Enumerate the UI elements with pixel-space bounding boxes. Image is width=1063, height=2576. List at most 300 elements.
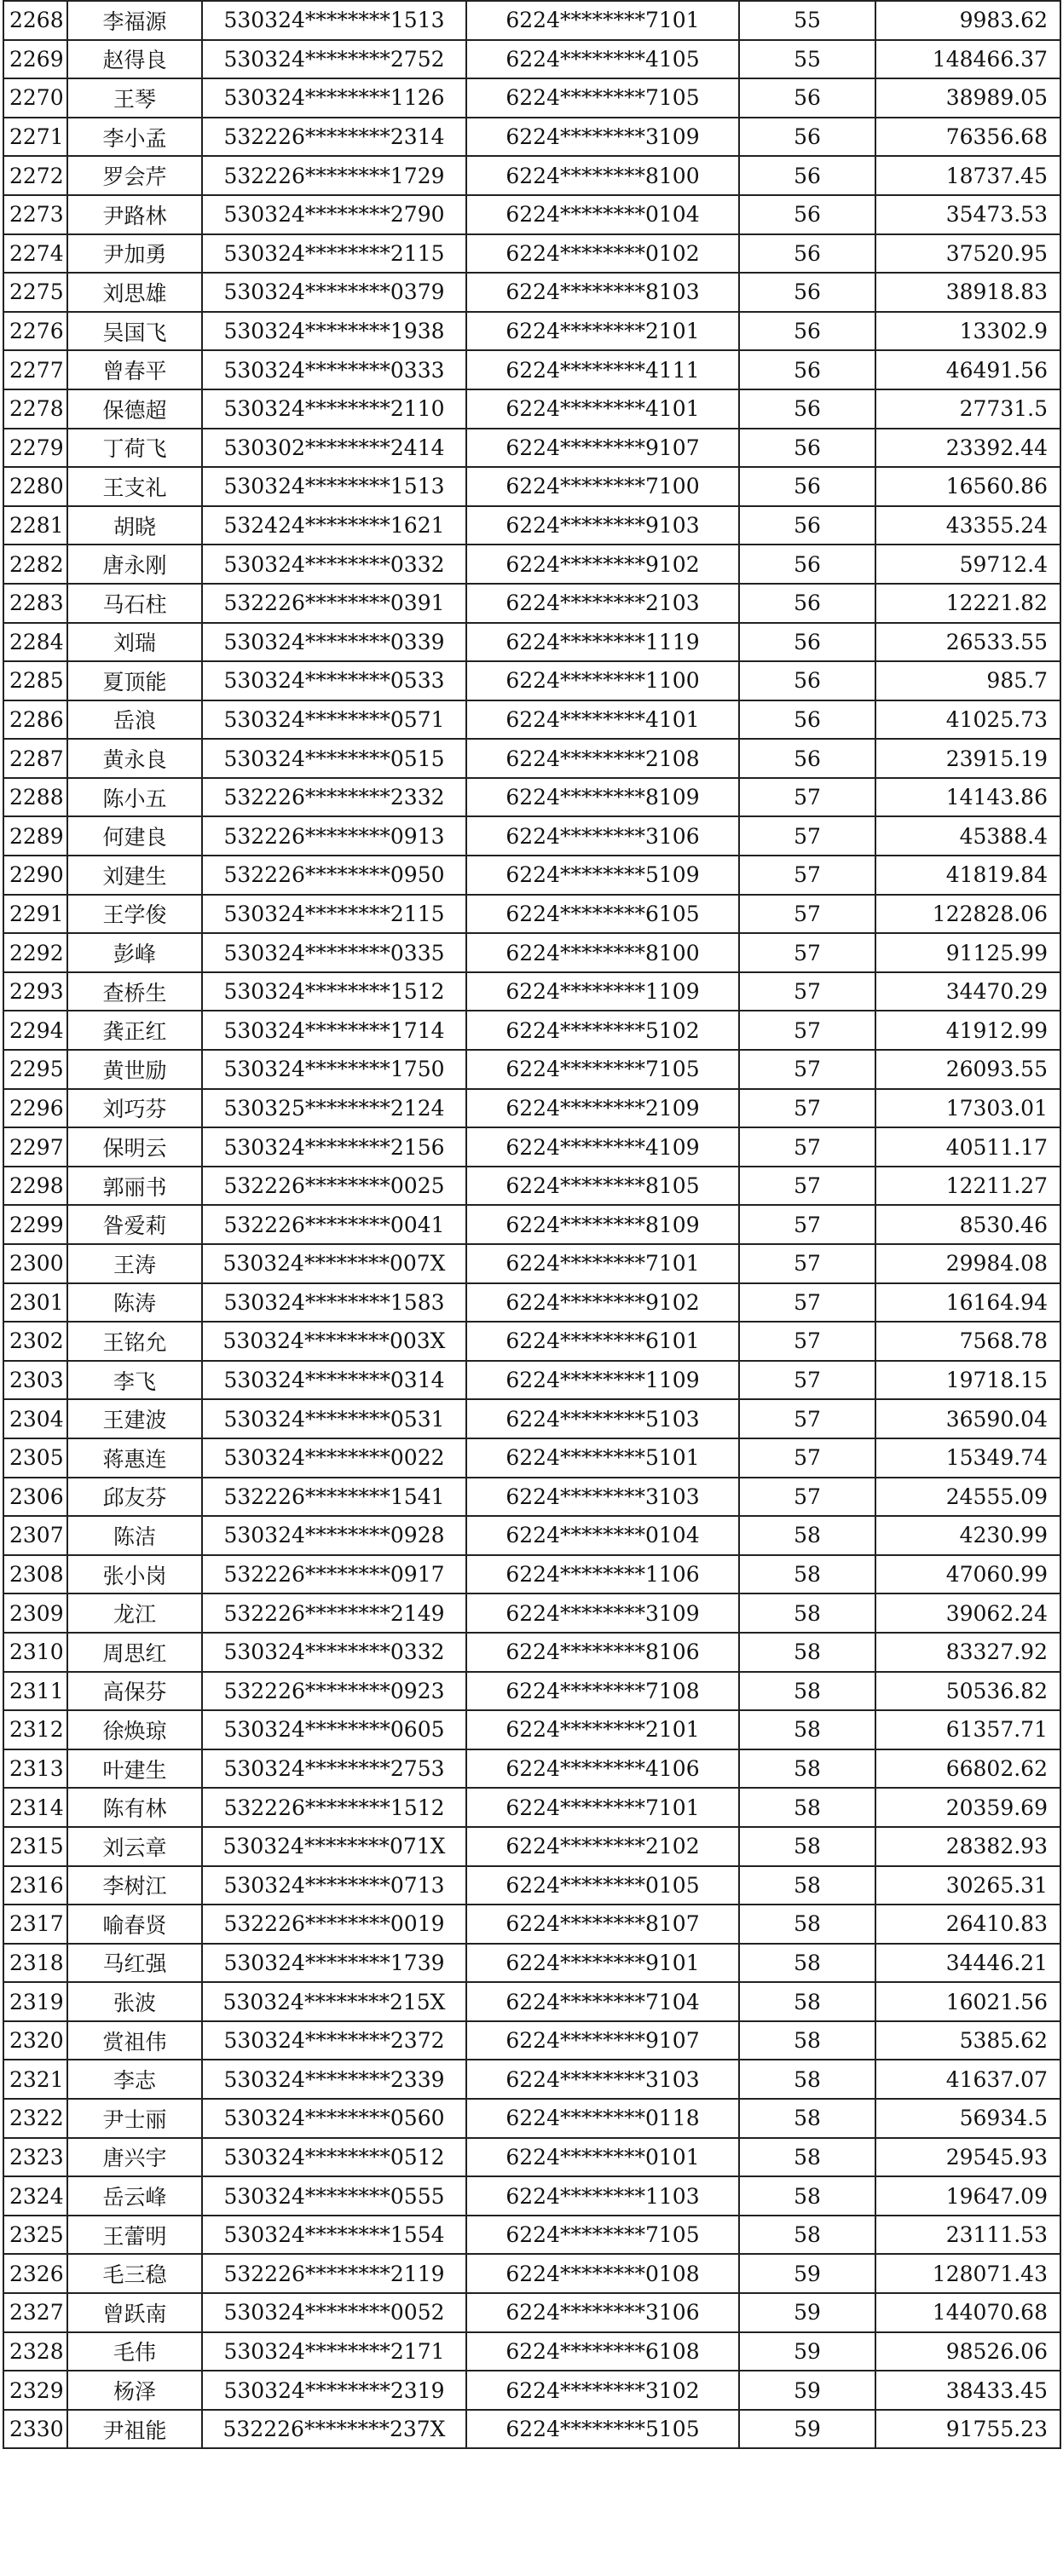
bank-card-number-cell: 6224********3109 <box>466 1593 739 1633</box>
person-name-cell: 王铭允 <box>67 1322 202 1361</box>
row-number-cell: 2308 <box>3 1555 67 1594</box>
row-number-cell: 2282 <box>3 545 67 584</box>
table-row <box>3 1672 1060 1711</box>
row-number-cell: 2278 <box>3 389 67 429</box>
age-cell: 57 <box>739 1322 875 1361</box>
bank-card-number-cell: 6224********8106 <box>466 1633 739 1672</box>
bank-card-number-cell: 6224********0101 <box>466 2138 739 2177</box>
bank-card-number-cell: 6224********3106 <box>466 2293 739 2332</box>
bank-card-number-cell: 6224********4111 <box>466 350 739 389</box>
amount-cell: 19647.09 <box>875 2176 1060 2216</box>
bank-card-number-cell: 6224********7104 <box>466 1982 739 2021</box>
amount-cell: 13302.9 <box>875 312 1060 351</box>
bank-card-number-cell: 6224********4101 <box>466 700 739 740</box>
amount-cell: 23392.44 <box>875 429 1060 468</box>
age-cell: 56 <box>739 584 875 623</box>
table-row <box>3 1633 1060 1672</box>
age-cell: 57 <box>739 816 875 856</box>
age-cell: 59 <box>739 2254 875 2293</box>
id-number-cell: 532226********0391 <box>202 584 466 623</box>
id-number-cell: 530324********1513 <box>202 467 466 506</box>
age-cell: 56 <box>739 156 875 195</box>
age-cell: 57 <box>739 1011 875 1050</box>
id-number-cell: 530324********0052 <box>202 2293 466 2332</box>
row-number-cell: 2271 <box>3 118 67 157</box>
age-cell: 57 <box>739 972 875 1011</box>
person-name-cell: 刘巧芬 <box>67 1089 202 1128</box>
row-number-cell: 2272 <box>3 156 67 195</box>
person-name-cell: 毛伟 <box>67 2332 202 2371</box>
id-number-cell: 532226********0923 <box>202 1672 466 1711</box>
id-number-cell: 530324********2753 <box>202 1749 466 1789</box>
table-row <box>3 1944 1060 1983</box>
person-name-cell: 岳浪 <box>67 700 202 740</box>
age-cell: 58 <box>739 1944 875 1983</box>
person-name-cell: 唐兴宇 <box>67 2138 202 2177</box>
row-number-cell: 2309 <box>3 1593 67 1633</box>
amount-cell: 83327.92 <box>875 1633 1060 1672</box>
table-row <box>3 234 1060 274</box>
age-cell: 56 <box>739 195 875 234</box>
person-name-cell: 杨泽 <box>67 2371 202 2410</box>
person-name-cell: 保明云 <box>67 1127 202 1167</box>
table-row <box>3 584 1060 623</box>
age-cell: 56 <box>739 273 875 312</box>
id-number-cell: 530324********0379 <box>202 273 466 312</box>
row-number-cell: 2317 <box>3 1905 67 1944</box>
row-number-cell: 2268 <box>3 1 67 40</box>
bank-card-number-cell: 6224********7101 <box>466 1244 739 1283</box>
age-cell: 57 <box>739 1089 875 1128</box>
table-row <box>3 778 1060 817</box>
table-row <box>3 1127 1060 1167</box>
amount-cell: 23915.19 <box>875 739 1060 778</box>
age-cell: 57 <box>739 1478 875 1517</box>
amount-cell: 8530.46 <box>875 1205 1060 1244</box>
bank-card-number-cell: 6224********0118 <box>466 2099 739 2138</box>
id-number-cell: 530324********003X <box>202 1322 466 1361</box>
table-row <box>3 2254 1060 2293</box>
age-cell: 55 <box>739 1 875 40</box>
table-row <box>3 816 1060 856</box>
id-number-cell: 530325********2124 <box>202 1089 466 1128</box>
row-number-cell: 2288 <box>3 778 67 817</box>
row-number-cell: 2325 <box>3 2216 67 2255</box>
bank-card-number-cell: 6224********6108 <box>466 2332 739 2371</box>
amount-cell: 91755.23 <box>875 2410 1060 2449</box>
id-number-cell: 530324********0560 <box>202 2099 466 2138</box>
age-cell: 57 <box>739 1399 875 1438</box>
row-number-cell: 2311 <box>3 1672 67 1711</box>
person-name-cell: 查桥生 <box>67 972 202 1011</box>
row-number-cell: 2281 <box>3 506 67 545</box>
age-cell: 56 <box>739 506 875 545</box>
person-name-cell: 曾跃南 <box>67 2293 202 2332</box>
person-name-cell: 龚正红 <box>67 1011 202 1050</box>
table-row <box>3 856 1060 895</box>
amount-cell: 61357.71 <box>875 1710 1060 1749</box>
age-cell: 56 <box>739 118 875 157</box>
age-cell: 58 <box>739 1827 875 1866</box>
bank-card-number-cell: 6224********8109 <box>466 1205 739 1244</box>
id-number-cell: 530324********0533 <box>202 661 466 700</box>
row-number-cell: 2296 <box>3 1089 67 1128</box>
table-row <box>3 1438 1060 1478</box>
amount-cell: 36590.04 <box>875 1399 1060 1438</box>
age-cell: 56 <box>739 623 875 662</box>
table-row <box>3 1516 1060 1555</box>
age-cell: 58 <box>739 1710 875 1749</box>
age-cell: 58 <box>739 2176 875 2216</box>
table-row <box>3 40 1060 79</box>
person-name-cell: 喻春贤 <box>67 1905 202 1944</box>
table-row <box>3 1050 1060 1089</box>
amount-cell: 16164.94 <box>875 1283 1060 1323</box>
bank-card-number-cell: 6224********5102 <box>466 1011 739 1050</box>
amount-cell: 7568.78 <box>875 1322 1060 1361</box>
bank-card-number-cell: 6224********0102 <box>466 234 739 274</box>
age-cell: 58 <box>739 1866 875 1905</box>
person-name-cell: 吴国飞 <box>67 312 202 351</box>
table-row <box>3 2410 1060 2449</box>
bank-card-number-cell: 6224********6101 <box>466 1322 739 1361</box>
table-row <box>3 506 1060 545</box>
id-number-cell: 532226********0917 <box>202 1555 466 1594</box>
amount-cell: 56934.5 <box>875 2099 1060 2138</box>
amount-cell: 37520.95 <box>875 234 1060 274</box>
amount-cell: 9983.62 <box>875 1 1060 40</box>
age-cell: 56 <box>739 545 875 584</box>
row-number-cell: 2322 <box>3 2099 67 2138</box>
amount-cell: 12221.82 <box>875 584 1060 623</box>
person-name-cell: 郭丽书 <box>67 1167 202 1206</box>
person-name-cell: 蒋惠连 <box>67 1438 202 1478</box>
amount-cell: 38918.83 <box>875 273 1060 312</box>
row-number-cell: 2299 <box>3 1205 67 1244</box>
person-name-cell: 李小孟 <box>67 118 202 157</box>
amount-cell: 23111.53 <box>875 2216 1060 2255</box>
age-cell: 56 <box>739 467 875 506</box>
table-row <box>3 1905 1060 1944</box>
id-number-cell: 530324********1938 <box>202 312 466 351</box>
id-number-cell: 532226********2149 <box>202 1593 466 1633</box>
row-number-cell: 2313 <box>3 1749 67 1789</box>
amount-cell: 38989.05 <box>875 78 1060 118</box>
row-number-cell: 2273 <box>3 195 67 234</box>
person-name-cell: 陈小五 <box>67 778 202 817</box>
bank-card-number-cell: 6224********4101 <box>466 389 739 429</box>
age-cell: 57 <box>739 856 875 895</box>
table-row <box>3 118 1060 157</box>
bank-card-number-cell: 6224********2103 <box>466 584 739 623</box>
amount-cell: 122828.06 <box>875 895 1060 934</box>
table-row <box>3 467 1060 506</box>
person-name-cell: 马红强 <box>67 1944 202 1983</box>
row-number-cell: 2318 <box>3 1944 67 1983</box>
id-number-cell: 530324********2752 <box>202 40 466 79</box>
table-row <box>3 78 1060 118</box>
amount-cell: 4230.99 <box>875 1516 1060 1555</box>
person-name-cell: 王琴 <box>67 78 202 118</box>
amount-cell: 20359.69 <box>875 1788 1060 1827</box>
table-row <box>3 1710 1060 1749</box>
table-row <box>3 2371 1060 2410</box>
person-name-cell: 胡晓 <box>67 506 202 545</box>
amount-cell: 34470.29 <box>875 972 1060 1011</box>
bank-card-number-cell: 6224********4105 <box>466 40 739 79</box>
amount-cell: 35473.53 <box>875 195 1060 234</box>
age-cell: 59 <box>739 2332 875 2371</box>
row-number-cell: 2315 <box>3 1827 67 1866</box>
row-number-cell: 2307 <box>3 1516 67 1555</box>
table-row <box>3 1 1060 40</box>
table-row <box>3 1322 1060 1361</box>
bank-card-number-cell: 6224********4109 <box>466 1127 739 1167</box>
id-number-cell: 530324********1512 <box>202 972 466 1011</box>
age-cell: 56 <box>739 661 875 700</box>
id-number-cell: 532226********2314 <box>202 118 466 157</box>
bank-card-number-cell: 6224********7100 <box>466 467 739 506</box>
age-cell: 58 <box>739 2216 875 2255</box>
bank-card-number-cell: 6224********0105 <box>466 1866 739 1905</box>
table-row <box>3 1982 1060 2021</box>
id-number-cell: 530324********0314 <box>202 1361 466 1400</box>
id-number-cell: 530324********2319 <box>202 2371 466 2410</box>
id-number-cell: 532226********0025 <box>202 1167 466 1206</box>
age-cell: 58 <box>739 1516 875 1555</box>
amount-cell: 76356.68 <box>875 118 1060 157</box>
age-cell: 59 <box>739 2371 875 2410</box>
age-cell: 56 <box>739 312 875 351</box>
id-number-cell: 530324********0605 <box>202 1710 466 1749</box>
bank-card-number-cell: 6224********5105 <box>466 2410 739 2449</box>
bank-card-number-cell: 6224********5109 <box>466 856 739 895</box>
id-number-cell: 530324********1554 <box>202 2216 466 2255</box>
age-cell: 56 <box>739 700 875 740</box>
amount-cell: 29984.08 <box>875 1244 1060 1283</box>
id-number-cell: 530324********2372 <box>202 2021 466 2060</box>
table-row <box>3 1478 1060 1517</box>
age-cell: 56 <box>739 739 875 778</box>
table-row <box>3 2138 1060 2177</box>
row-number-cell: 2316 <box>3 1866 67 1905</box>
age-cell: 58 <box>739 1593 875 1633</box>
bank-card-number-cell: 6224********7101 <box>466 1 739 40</box>
table-row <box>3 2293 1060 2332</box>
bank-card-number-cell: 6224********7105 <box>466 2216 739 2255</box>
row-number-cell: 2300 <box>3 1244 67 1283</box>
bank-card-number-cell: 6224********3109 <box>466 118 739 157</box>
bank-card-number-cell: 6224********0108 <box>466 2254 739 2293</box>
row-number-cell: 2297 <box>3 1127 67 1167</box>
row-number-cell: 2293 <box>3 972 67 1011</box>
row-number-cell: 2321 <box>3 2060 67 2099</box>
age-cell: 57 <box>739 778 875 817</box>
table-row <box>3 1399 1060 1438</box>
bank-card-number-cell: 6224********9107 <box>466 2021 739 2060</box>
table-row <box>3 661 1060 700</box>
age-cell: 55 <box>739 40 875 79</box>
bank-card-number-cell: 6224********2101 <box>466 312 739 351</box>
person-name-cell: 黄永良 <box>67 739 202 778</box>
table-row <box>3 2099 1060 2138</box>
table-row <box>3 1011 1060 1050</box>
table-row <box>3 1283 1060 1323</box>
amount-cell: 50536.82 <box>875 1672 1060 1711</box>
amount-cell: 15349.74 <box>875 1438 1060 1478</box>
table-row <box>3 623 1060 662</box>
id-number-cell: 530324********0515 <box>202 739 466 778</box>
person-name-cell: 唐永刚 <box>67 545 202 584</box>
table-row <box>3 273 1060 312</box>
person-name-cell: 保德超 <box>67 389 202 429</box>
row-number-cell: 2292 <box>3 933 67 972</box>
amount-cell: 26533.55 <box>875 623 1060 662</box>
row-number-cell: 2290 <box>3 856 67 895</box>
age-cell: 58 <box>739 2021 875 2060</box>
amount-cell: 985.7 <box>875 661 1060 700</box>
bank-card-number-cell: 6224********7105 <box>466 1050 739 1089</box>
id-number-cell: 530302********2414 <box>202 429 466 468</box>
row-number-cell: 2283 <box>3 584 67 623</box>
age-cell: 58 <box>739 2060 875 2099</box>
amount-cell: 27731.5 <box>875 389 1060 429</box>
person-name-cell: 李福源 <box>67 1 202 40</box>
amount-cell: 16560.86 <box>875 467 1060 506</box>
row-number-cell: 2329 <box>3 2371 67 2410</box>
row-number-cell: 2324 <box>3 2176 67 2216</box>
bank-card-number-cell: 6224********3106 <box>466 816 739 856</box>
row-number-cell: 2276 <box>3 312 67 351</box>
row-number-cell: 2323 <box>3 2138 67 2177</box>
amount-cell: 30265.31 <box>875 1866 1060 1905</box>
amount-cell: 46491.56 <box>875 350 1060 389</box>
bank-card-number-cell: 6224********7108 <box>466 1672 739 1711</box>
person-name-cell: 昝爱莉 <box>67 1205 202 1244</box>
amount-cell: 41637.07 <box>875 2060 1060 2099</box>
id-number-cell: 530324********0531 <box>202 1399 466 1438</box>
bank-card-number-cell: 6224********1109 <box>466 972 739 1011</box>
person-name-cell: 尹士丽 <box>67 2099 202 2138</box>
person-name-cell: 王建波 <box>67 1399 202 1438</box>
row-number-cell: 2289 <box>3 816 67 856</box>
id-number-cell: 532226********0041 <box>202 1205 466 1244</box>
amount-cell: 29545.93 <box>875 2138 1060 2177</box>
row-number-cell: 2327 <box>3 2293 67 2332</box>
bank-card-number-cell: 6224********7101 <box>466 1788 739 1827</box>
bank-card-number-cell: 6224********1109 <box>466 1361 739 1400</box>
bank-card-number-cell: 6224********2108 <box>466 739 739 778</box>
age-cell: 57 <box>739 895 875 934</box>
table-row <box>3 700 1060 740</box>
person-name-cell: 尹路林 <box>67 195 202 234</box>
bank-card-number-cell: 6224********1103 <box>466 2176 739 2216</box>
id-number-cell: 530324********2115 <box>202 895 466 934</box>
row-number-cell: 2294 <box>3 1011 67 1050</box>
person-name-cell: 陈洁 <box>67 1516 202 1555</box>
row-number-cell: 2277 <box>3 350 67 389</box>
row-number-cell: 2285 <box>3 661 67 700</box>
person-name-cell: 刘瑞 <box>67 623 202 662</box>
id-number-cell: 530324********0928 <box>202 1516 466 1555</box>
age-cell: 56 <box>739 78 875 118</box>
table-row <box>3 933 1060 972</box>
amount-cell: 98526.06 <box>875 2332 1060 2371</box>
table-row <box>3 2060 1060 2099</box>
table-row <box>3 1361 1060 1400</box>
age-cell: 56 <box>739 350 875 389</box>
bank-card-number-cell: 6224********1119 <box>466 623 739 662</box>
amount-cell: 28382.93 <box>875 1827 1060 1866</box>
table-row <box>3 389 1060 429</box>
row-number-cell: 2305 <box>3 1438 67 1478</box>
row-number-cell: 2287 <box>3 739 67 778</box>
row-number-cell: 2291 <box>3 895 67 934</box>
bank-card-number-cell: 6224********8103 <box>466 273 739 312</box>
bank-card-number-cell: 6224********3102 <box>466 2371 739 2410</box>
bank-card-number-cell: 6224********3103 <box>466 1478 739 1517</box>
table-body <box>3 1 1060 2448</box>
id-number-cell: 530324********1750 <box>202 1050 466 1089</box>
table-row <box>3 1749 1060 1789</box>
bank-card-number-cell: 6224********9102 <box>466 1283 739 1323</box>
age-cell: 58 <box>739 1749 875 1789</box>
bank-card-number-cell: 6224********8107 <box>466 1905 739 1944</box>
person-name-cell: 邱友芬 <box>67 1478 202 1517</box>
id-number-cell: 530324********1126 <box>202 78 466 118</box>
bank-card-number-cell: 6224********7105 <box>466 78 739 118</box>
row-number-cell: 2295 <box>3 1050 67 1089</box>
table-row <box>3 1866 1060 1905</box>
id-number-cell: 530324********2171 <box>202 2332 466 2371</box>
table-row <box>3 2021 1060 2060</box>
amount-cell: 41912.99 <box>875 1011 1060 1050</box>
row-number-cell: 2312 <box>3 1710 67 1749</box>
bank-card-number-cell: 6224********0104 <box>466 1516 739 1555</box>
bank-card-number-cell: 6224********2102 <box>466 1827 739 1866</box>
bank-card-number-cell: 6224********0104 <box>466 195 739 234</box>
id-number-cell: 530324********2115 <box>202 234 466 274</box>
table-row <box>3 739 1060 778</box>
table-row <box>3 545 1060 584</box>
table-row <box>3 972 1060 1011</box>
person-name-cell: 王学俊 <box>67 895 202 934</box>
id-number-cell: 532226********1541 <box>202 1478 466 1517</box>
row-number-cell: 2304 <box>3 1399 67 1438</box>
amount-cell: 41819.84 <box>875 856 1060 895</box>
id-number-cell: 530324********0571 <box>202 700 466 740</box>
amount-cell: 59712.4 <box>875 545 1060 584</box>
id-number-cell: 530324********2790 <box>202 195 466 234</box>
amount-cell: 5385.62 <box>875 2021 1060 2060</box>
data-table <box>3 0 1061 2449</box>
table-row <box>3 195 1060 234</box>
table-row <box>3 1244 1060 1283</box>
amount-cell: 17303.01 <box>875 1089 1060 1128</box>
person-name-cell: 尹祖能 <box>67 2410 202 2449</box>
bank-card-number-cell: 6224********8109 <box>466 778 739 817</box>
amount-cell: 39062.24 <box>875 1593 1060 1633</box>
row-number-cell: 2274 <box>3 234 67 274</box>
bank-card-number-cell: 6224********5103 <box>466 1399 739 1438</box>
person-name-cell: 龙江 <box>67 1593 202 1633</box>
bank-card-number-cell: 6224********1100 <box>466 661 739 700</box>
age-cell: 57 <box>739 1205 875 1244</box>
age-cell: 59 <box>739 2410 875 2449</box>
person-name-cell: 张小岗 <box>67 1555 202 1594</box>
id-number-cell: 530324********2110 <box>202 389 466 429</box>
bank-card-number-cell: 6224********8100 <box>466 156 739 195</box>
